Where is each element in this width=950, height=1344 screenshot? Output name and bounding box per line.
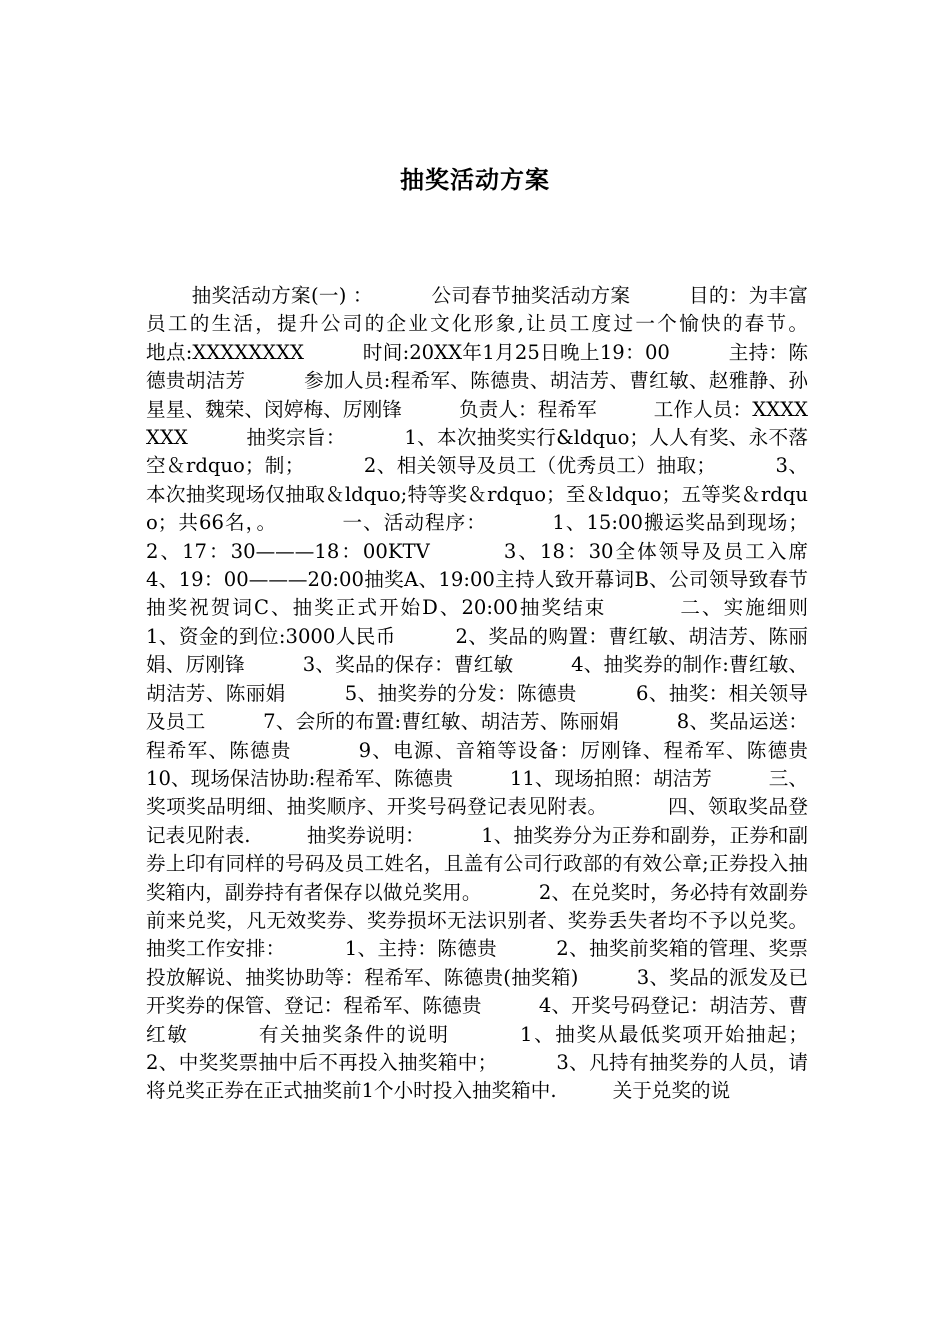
document-body-text: 抽奖活动方案(一) ： 公司春节抽奖活动方案 目的：为丰富员工的生活，提升公司的企业文化形象,让员工度过一个愉快的春节。 地点:XXXXXXXX 时间:20XX年1月25日晚上19：00 主持：陈德贵胡洁芳 参加人员:程希军、陈德贵、胡洁芳、曹红敏、赵雅静、孙星星、魏荣、闵婷梅、厉刚锋 负责人：程希军 工作人员：XXXXXXX 抽奖宗旨： 1、本次抽奖实行&ldquo；人人有奖、永不落空＆rdquo；制； 2、相关领导及员工（优秀员工）抽取； 3、本次抽奖现场仅抽取＆ldquo;特等奖＆rdquo；至＆ldquo；五等奖＆rdquo；共66名，。 一、活动程序： 1、15:00搬运奖品到现场； 2、17：30———18：00KTV 3、18：30全体领导及员工入席 4、19：00———20:00抽奖A、19:00主持人致开幕词B、公司领导致春节抽奖祝贺词C、抽奖正式开始D、20:00抽奖结束 二、实施细则 1、资金的到位:3000人民币 2、奖品的购置：曹红敏、胡洁芳、陈丽娟、厉刚锋 3、奖品的保存：曹红敏 4、抽奖券的制作:曹红敏、胡洁芳、陈丽娟 5、抽奖券的分发：陈德贵 6、抽奖：相关领导及员工 7、会所的布置:曹红敏、胡洁芳、陈丽娟 8、奖品运送：程希军、陈德贵 9、电源、音箱等设备：厉刚锋、程希军、陈德贵 10、现场保洁协助:程希军、陈德贵 11、现场拍照：胡洁芳 三、奖项奖品明细、抽奖顺序、开奖号码登记表见附表。 四、领取奖品登记表见附表. 抽奖券说明： 1、抽奖券分为正券和副券，正券和副券上印有同样的号码及员工姓名，且盖有公司行政部的有效公章;正券投入抽奖箱内，副券持有者保存以做兑奖用。 2、在兑奖时，务必持有效副券前来兑奖，凡无效奖券、奖券损坏无法识别者、奖券丢失者均不予以兑奖。 抽奖工作安排： 1、主持：陈德贵 2、抽奖前奖箱的管理、奖票投放解说、抽奖协助等：程希军、陈德贵(抽奖箱) 3、奖品的派发及已开奖券的保管、登记：程希军、陈德贵 4、开奖号码登记：胡洁芳、曹红敏 有关抽奖条件的说明 1、抽奖从最低奖项开始抽起； 2、中奖奖票抽中后不再投入抽奖箱中； 3、凡持有抽奖券的人员，请将兑奖正券在正式抽奖前1个小时投入抽奖箱中. 关于兑奖的说: [146, 284, 865, 1103]
document-title: 抽奖活动方案: [400, 166, 550, 194]
